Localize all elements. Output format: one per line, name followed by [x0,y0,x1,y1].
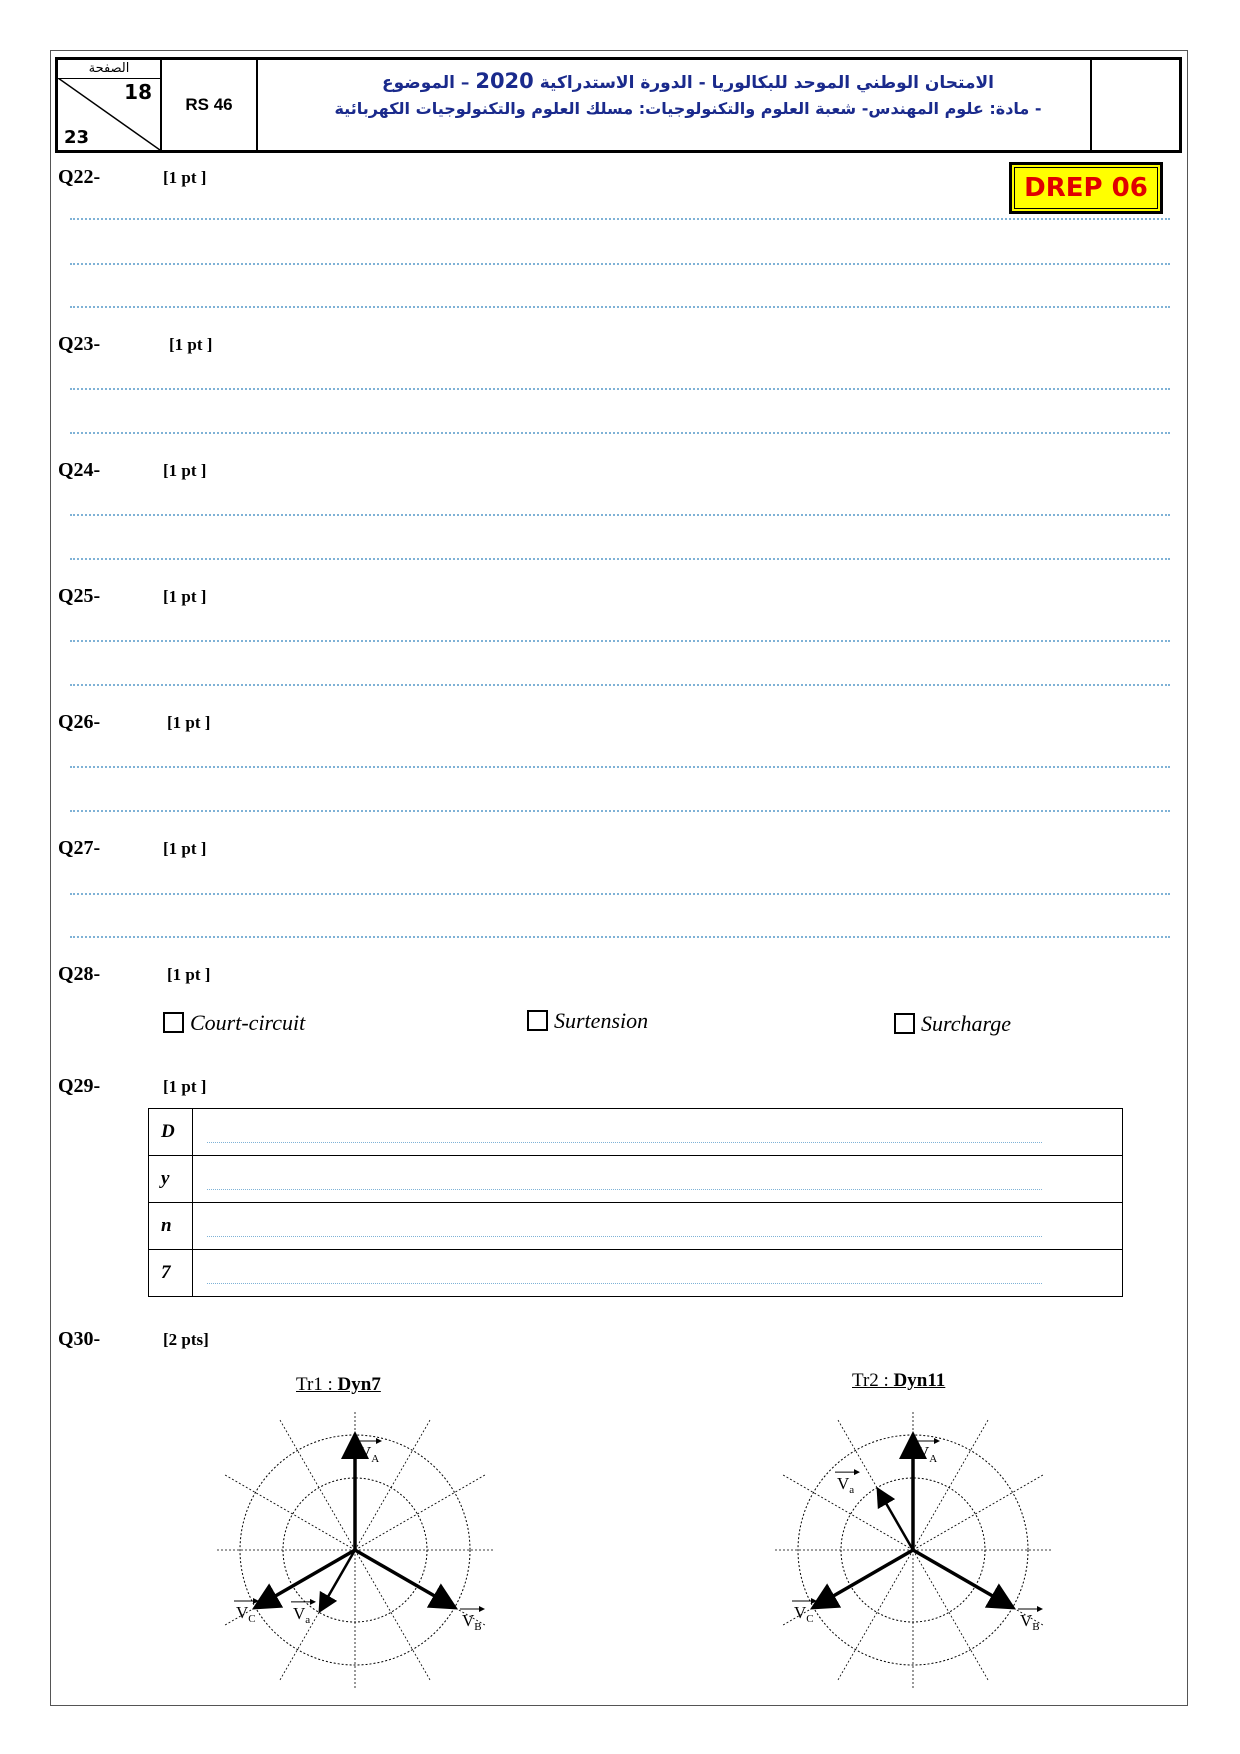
drep-badge: DREP 06 [1009,162,1163,214]
coupling-meaning-table [148,1108,1123,1297]
answer-line[interactable] [70,218,1170,220]
phasor-vc-upper [816,1550,913,1606]
phasor-vb-upper [913,1550,1010,1606]
page-current: 18 [124,80,152,104]
question-points: [1 pt ] [169,335,213,354]
diagram-2-prefix: Tr2 : [852,1370,894,1391]
question-id: Q25- [58,585,101,607]
label-va-lower: $V_a$ [837,1474,855,1497]
question-id: Q22- [58,166,101,188]
clock-ray [913,1420,988,1550]
row-key: D [149,1109,193,1156]
clock-ray [225,1475,355,1550]
phasor-va-lower [879,1491,913,1550]
title-line-2: - مادة: علوم المهندس- شعبة العلوم والتكنولوجيات: مسلك العلوم والتكنولوجيات الكهربائية [334,99,1042,118]
label-vc-upper: $V_C$ [236,1603,256,1625]
title-year: 2020 [475,69,534,93]
question-id: Q24- [58,459,101,481]
row-answer[interactable] [193,1109,1123,1156]
clock-ray [838,1550,913,1680]
row-key: 7 [149,1250,193,1297]
clock-ray [355,1475,485,1550]
clock-ray [913,1475,1043,1550]
question-points: [1 pt ] [167,713,211,732]
row-answer[interactable] [193,1156,1123,1203]
clock-ray [355,1420,430,1550]
answer-line[interactable] [70,936,1170,938]
answer-line[interactable] [70,388,1170,390]
row-key: n [149,1203,193,1250]
title-line-1 [258,68,1118,96]
question-points: [2 pts] [163,1330,209,1349]
row-answer[interactable] [193,1203,1123,1250]
phasor-vc-upper [258,1550,355,1606]
answer-line[interactable] [70,514,1170,516]
option-court-circuit[interactable] [163,1010,305,1036]
answer-line[interactable] [70,306,1170,308]
diagram-1-title [296,1374,381,1396]
row-key: y [149,1156,193,1203]
question-points: [1 pt ] [163,1077,207,1096]
phasor-diagram-dyn11 [763,1400,1063,1720]
question-id: Q28- [58,963,101,985]
question-points: [1 pt ] [163,839,207,858]
clock-ray [280,1420,355,1550]
diagram-1-prefix: Tr1 : [296,1374,338,1395]
exam-header [55,57,1182,153]
option-label: Surcharge [921,1011,1012,1036]
question-points: [1 pt ] [167,965,211,984]
answer-line[interactable] [70,640,1170,642]
label-vb-upper: $V_B$ [461,1611,482,1633]
page-label: الصفحة [58,60,160,79]
label-va-upper: $V_A$ [359,1443,380,1465]
question-id: Q27- [58,837,101,859]
row-answer[interactable] [193,1250,1123,1297]
title-subject-word: – الموضوع [382,73,470,93]
diagram-1-name: Dyn7 [337,1374,381,1395]
answer-line[interactable] [70,558,1170,560]
answer-line[interactable] [70,893,1170,895]
diagram-2-name: Dyn11 [893,1370,946,1391]
question-id: Q23- [58,333,101,355]
title-line-1-text: الامتحان الوطني الموحد للبكالوريا - الدورة الاستدراكية [539,73,994,93]
phasor-vb-upper [355,1550,452,1606]
table-row [149,1156,1123,1203]
question-id: Q26- [58,711,101,733]
answer-line[interactable] [70,684,1170,686]
option-surcharge[interactable] [894,1011,1011,1037]
question-id: Q29- [58,1075,101,1097]
checkbox[interactable] [894,1013,915,1034]
table-row [149,1109,1123,1156]
clock-ray [355,1550,430,1680]
option-surtension[interactable] [527,1008,648,1034]
page-total: 23 [64,127,90,148]
question-points: [1 pt ] [163,461,207,480]
table-row [149,1203,1123,1250]
label-va-lower: $V_a$ [293,1603,311,1626]
checkbox[interactable] [163,1012,184,1033]
answer-line[interactable] [70,810,1170,812]
label-va-upper: $V_A$ [917,1443,938,1465]
answer-line[interactable] [70,263,1170,265]
exam-code: RS 46 [162,60,258,150]
page-number-cell [58,60,162,150]
checkbox[interactable] [527,1010,548,1031]
option-label: Court-circuit [190,1010,306,1035]
clock-ray [913,1550,988,1680]
diagram-2-title [852,1370,945,1392]
answer-line[interactable] [70,432,1170,434]
question-points: [1 pt ] [163,587,207,606]
header-right-cell [1090,60,1092,150]
phasor-diagram-dyn7 [205,1400,505,1720]
label-vb-upper: $V_B$ [1019,1611,1040,1633]
answer-line[interactable] [70,766,1170,768]
table-row [149,1250,1123,1297]
exam-title [258,68,1118,122]
question-points: [1 pt ] [163,168,207,187]
question-id: Q30- [58,1328,101,1350]
option-label: Surtension [554,1008,649,1033]
label-vc-upper: $V_C$ [794,1603,814,1625]
